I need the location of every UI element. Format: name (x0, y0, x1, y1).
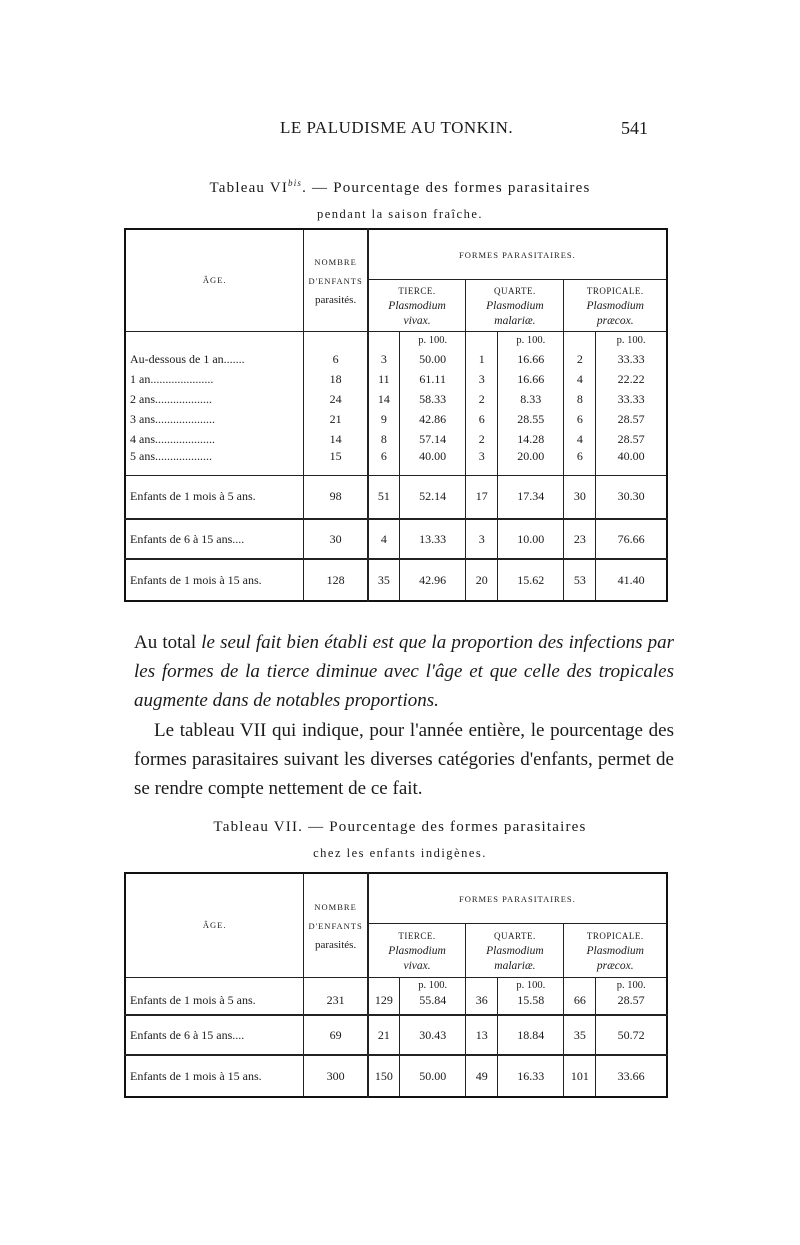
table-row (125, 993, 667, 1015)
count-cell: 300 (304, 1055, 368, 1097)
table7-caption (0, 814, 800, 866)
age-cell: Enfants de 1 mois à 15 ans. (125, 559, 304, 601)
quarte-count: 6 (466, 409, 498, 429)
quarte-count: 2 (466, 389, 498, 409)
table7-age-header: ÂGE. (202, 920, 227, 931)
tropicale-pct: 50.72 (596, 1015, 667, 1055)
quarte-pct: 16.66 (498, 369, 564, 389)
tropicale-count: 4 (564, 429, 596, 449)
tierce-pct: 42.86 (400, 409, 466, 429)
running-title: LE PALUDISME AU TONKIN. (280, 118, 514, 137)
tropicale-pct: 33.66 (596, 1055, 667, 1097)
table-row-total (125, 475, 667, 519)
count-cell: 128 (304, 559, 368, 601)
tierce-pct: 57.14 (400, 429, 466, 449)
quarte-count: 20 (466, 559, 498, 601)
table6-tierce-header: TIERCE. Plasmodium vivax. (368, 279, 466, 331)
tierce-pct: 52.14 (400, 475, 466, 519)
quarte-count: 49 (466, 1055, 498, 1097)
tropicale-pct: 76.66 (596, 519, 667, 559)
table6-body (125, 349, 667, 601)
tierce-pct: 30.43 (400, 1015, 466, 1055)
quarte-pct: 18.84 (498, 1015, 564, 1055)
tropicale-count: 30 (564, 475, 596, 519)
age-cell: Au-dessous de 1 an....... (130, 351, 245, 366)
quarte-pct: 20.00 (498, 449, 564, 475)
tropicale-pct: 40.00 (596, 449, 667, 475)
quarte-count: 36 (466, 993, 498, 1015)
age-cell: Enfants de 1 mois à 15 ans. (125, 1055, 304, 1097)
tierce-count: 8 (368, 429, 400, 449)
tierce-count: 4 (368, 519, 400, 559)
table7-quarte-header: QUARTE. Plasmodium malariæ. (466, 923, 564, 977)
tropicale-count: 35 (564, 1015, 596, 1055)
tierce-pct: 42.96 (400, 559, 466, 601)
table-row (125, 1055, 667, 1097)
table6-formes-header: FORMES PARASITAIRES. (368, 229, 667, 279)
paragraph1-italic: le seul fait bien établi est que la proportion des infections par les formes de la tierce diminue avec l'âge et que celle des tropicales augmente dans de notables proportions. (134, 632, 674, 711)
table6-tropicale-header: TROPICALE. Plasmodium præcox. (564, 279, 667, 331)
table-row-total (125, 559, 667, 601)
tierce-count: 3 (368, 349, 400, 369)
tropicale-count: 2 (564, 349, 596, 369)
quarte-pct: 10.00 (498, 519, 564, 559)
tierce-count: 11 (368, 369, 400, 389)
quarte-count: 3 (466, 519, 498, 559)
age-cell: 1 an..................... (130, 371, 214, 386)
tropicale-count: 53 (564, 559, 596, 601)
tropicale-pct: 28.57 (596, 993, 667, 1015)
age-cell: 3 ans.................... (130, 411, 215, 426)
tropicale-pct: 33.33 (596, 349, 667, 369)
quarte-pct: 15.62 (498, 559, 564, 601)
table7-formes-header: FORMES PARASITAIRES. (368, 873, 667, 923)
table-row (125, 429, 667, 449)
age-cell: 5 ans................... (130, 449, 212, 463)
count-cell: 231 (304, 993, 368, 1015)
tierce-pct: 13.33 (400, 519, 466, 559)
tierce-count: 35 (368, 559, 400, 601)
count-cell: 24 (304, 389, 368, 409)
age-cell: Enfants de 1 mois à 5 ans. (125, 475, 304, 519)
tierce-pct: 61.11 (400, 369, 466, 389)
tierce-count: 21 (368, 1015, 400, 1055)
tropicale-count: 4 (564, 369, 596, 389)
table6-pct-row (125, 331, 667, 349)
age-cell: 2 ans................... (130, 391, 212, 406)
table6-caption-line1: . — Pourcentage des formes parasitaires (302, 180, 591, 196)
table-row (125, 349, 667, 369)
table7 (124, 872, 668, 1098)
quarte-count: 3 (466, 369, 498, 389)
table6-age-header: ÂGE. (202, 275, 227, 286)
paragraph-conclusion (134, 628, 674, 715)
table7-pct-row (125, 977, 667, 993)
table6-nombre-header: NOMBRE D'ENFANTS parasités. (304, 229, 368, 331)
table7-tierce-header: TIERCE. Plasmodium vivax. (368, 923, 466, 977)
tierce-pct: 50.00 (400, 1055, 466, 1097)
table6 (124, 228, 668, 602)
tropicale-pct: 30.30 (596, 475, 667, 519)
table-row-total (125, 519, 667, 559)
count-cell: 18 (304, 369, 368, 389)
tropicale-count: 66 (564, 993, 596, 1015)
pct-label: p. 100. (498, 331, 564, 349)
table6-caption (0, 170, 800, 227)
table6-caption-line2: pendant la saison fraîche. (316, 207, 484, 221)
tierce-count: 129 (368, 993, 400, 1015)
tropicale-pct: 28.57 (596, 429, 667, 449)
quarte-pct: 17.34 (498, 475, 564, 519)
quarte-pct: 16.33 (498, 1055, 564, 1097)
quarte-pct: 16.66 (498, 349, 564, 369)
tierce-count: 9 (368, 409, 400, 429)
quarte-count: 2 (466, 429, 498, 449)
age-cell: Enfants de 6 à 15 ans.... (125, 1015, 304, 1055)
quarte-count: 17 (466, 475, 498, 519)
table6-caption-sup: bis (288, 178, 303, 188)
count-cell: 30 (304, 519, 368, 559)
table7-caption-line1: Tableau VII. — Pourcentage des formes parasitaires (213, 819, 587, 835)
tropicale-count: 8 (564, 389, 596, 409)
tropicale-count: 6 (564, 449, 596, 475)
count-cell: 14 (304, 429, 368, 449)
running-head (0, 118, 800, 142)
table-row (125, 389, 667, 409)
tropicale-pct: 22.22 (596, 369, 667, 389)
tropicale-pct: 28.57 (596, 409, 667, 429)
quarte-pct: 14.28 (498, 429, 564, 449)
quarte-pct: 15.58 (498, 993, 564, 1015)
table-row (125, 449, 667, 475)
paragraph-table7-intro: Le tableau VII qui indique, pour l'année entière, le pourcentage des formes parasitaires suivant les diverses catégories d'enfants, permet de se rendre compte nettement de ce fait. (134, 720, 674, 799)
quarte-pct: 28.55 (498, 409, 564, 429)
quarte-count: 13 (466, 1015, 498, 1055)
quarte-count: 1 (466, 349, 498, 369)
tierce-count: 150 (368, 1055, 400, 1097)
table-row (125, 409, 667, 429)
table7-tropicale-header: TROPICALE. Plasmodium præcox. (564, 923, 667, 977)
pct-label: p. 100. (400, 977, 466, 993)
pct-label: p. 100. (498, 977, 564, 993)
tierce-count: 51 (368, 475, 400, 519)
count-cell: 15 (304, 449, 368, 475)
count-cell: 21 (304, 409, 368, 429)
pct-label: p. 100. (596, 331, 667, 349)
age-cell: Enfants de 1 mois à 5 ans. (130, 993, 256, 1007)
table7-nombre-header: NOMBRE D'ENFANTS parasités. (304, 873, 368, 977)
count-cell: 69 (304, 1015, 368, 1055)
quarte-count: 3 (466, 449, 498, 475)
quarte-pct: 8.33 (498, 389, 564, 409)
tropicale-pct: 33.33 (596, 389, 667, 409)
tropicale-count: 101 (564, 1055, 596, 1097)
table-row (125, 369, 667, 389)
tropicale-count: 23 (564, 519, 596, 559)
pct-label: p. 100. (596, 977, 667, 993)
age-cell: Enfants de 6 à 15 ans.... (125, 519, 304, 559)
tierce-count: 14 (368, 389, 400, 409)
age-cell: 4 ans.................... (130, 431, 215, 446)
table6-quarte-header: QUARTE. Plasmodium malariæ. (466, 279, 564, 331)
table7-body (125, 993, 667, 1097)
tropicale-pct: 41.40 (596, 559, 667, 601)
tropicale-count: 6 (564, 409, 596, 429)
tierce-pct: 40.00 (400, 449, 466, 475)
paragraph1-lead: Au total (134, 632, 202, 653)
tierce-pct: 50.00 (400, 349, 466, 369)
page-number: 541 (621, 118, 648, 138)
table6-caption-prefix: Tableau VI (209, 180, 289, 196)
table7-caption-line2: chez les enfants indigènes. (313, 846, 487, 860)
count-cell: 98 (304, 475, 368, 519)
tierce-pct: 55.84 (400, 993, 466, 1015)
pct-label: p. 100. (400, 331, 466, 349)
tierce-pct: 58.33 (400, 389, 466, 409)
count-cell: 6 (304, 349, 368, 369)
table-row (125, 1015, 667, 1055)
tierce-count: 6 (368, 449, 400, 475)
